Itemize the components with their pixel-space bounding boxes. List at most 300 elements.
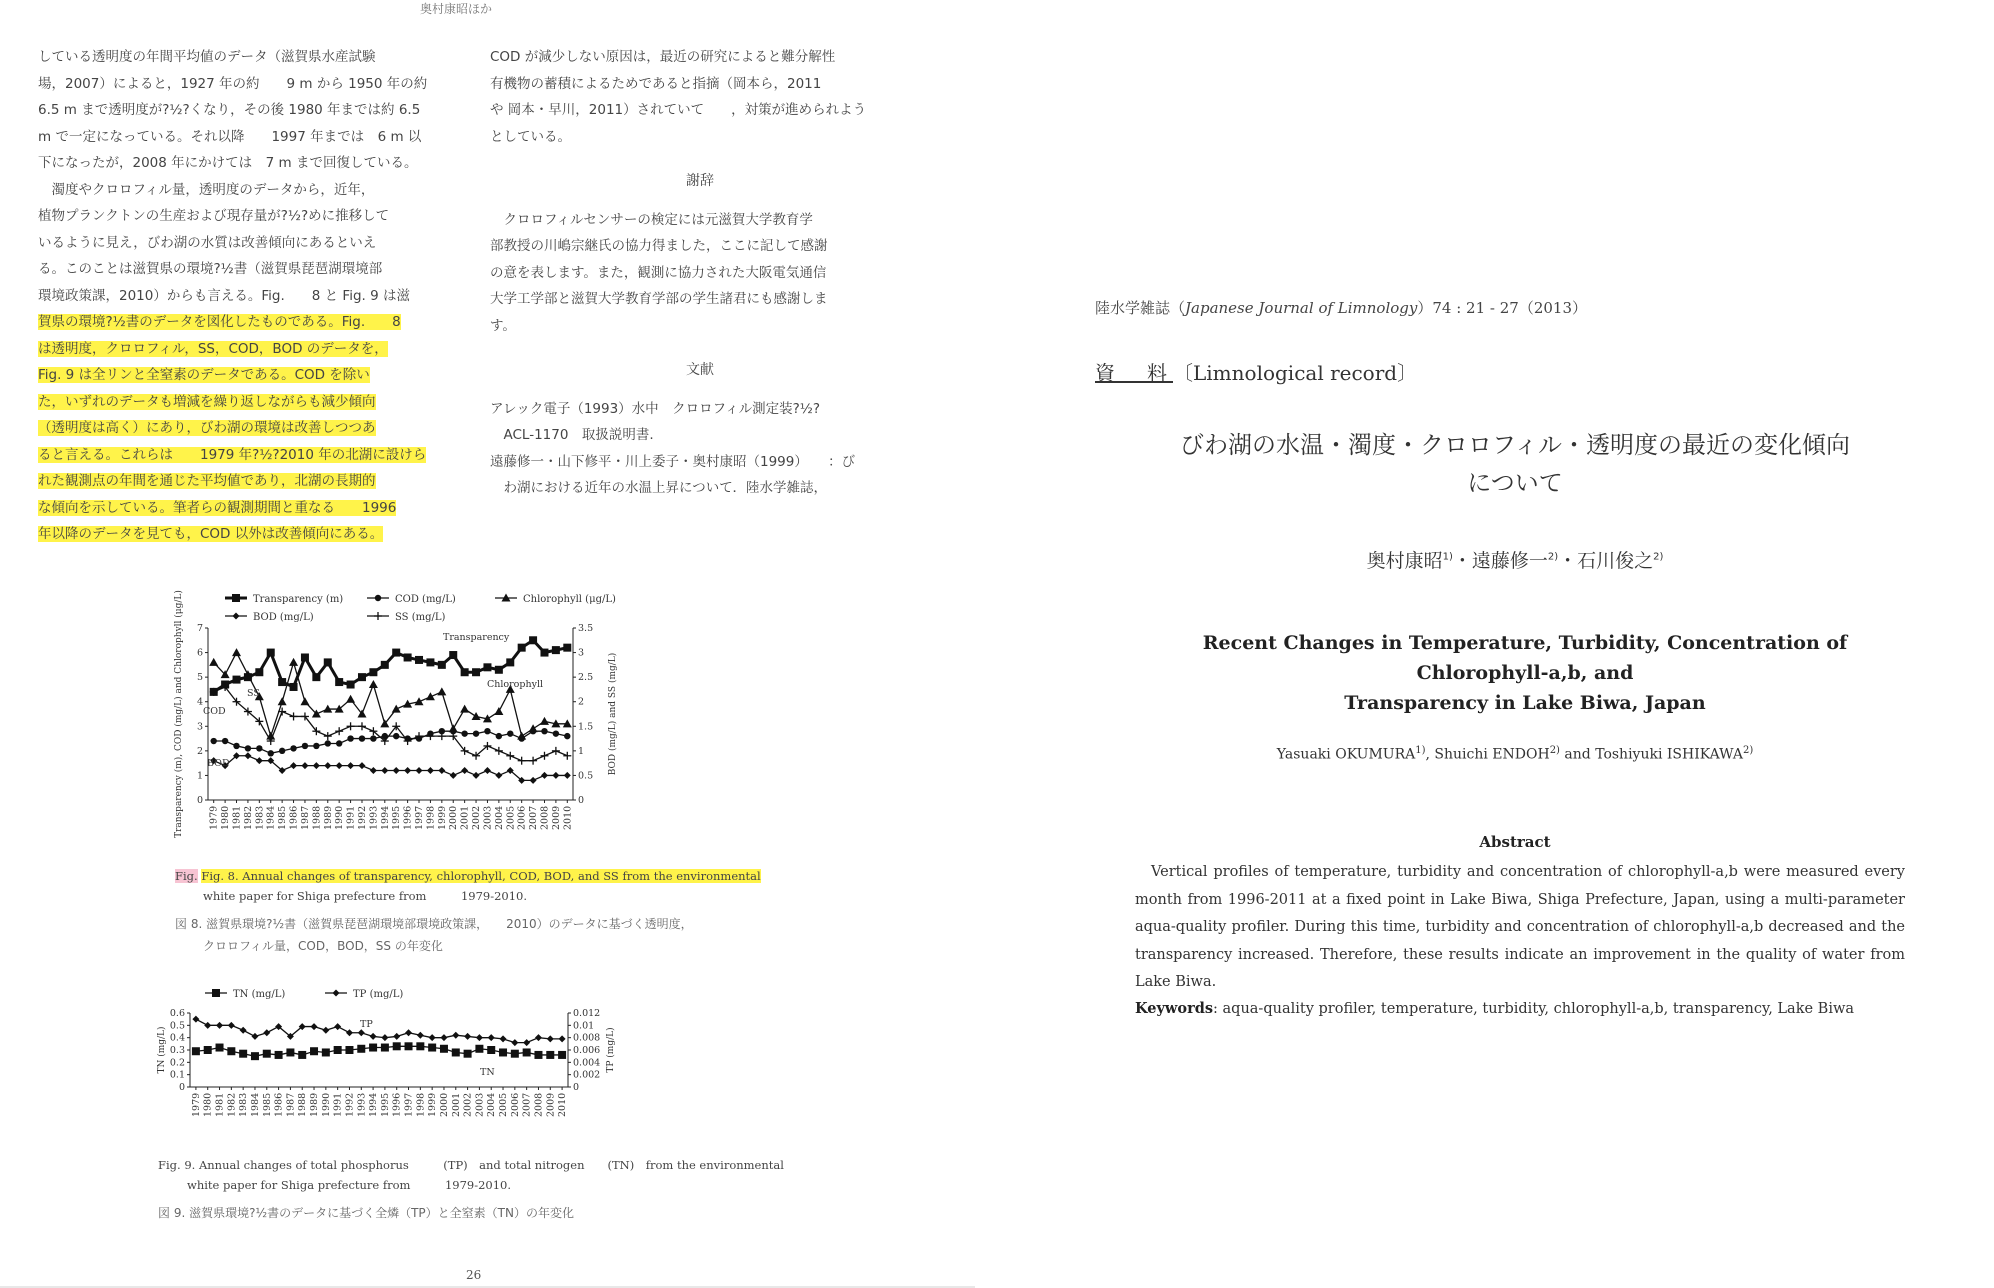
data-point: [472, 712, 481, 720]
text-line: 場，2007）によると，1927 年の約 9 m から 1950 年の約: [38, 75, 428, 92]
x-tick-label: 2007: [528, 805, 540, 830]
data-point: [449, 651, 457, 659]
text-line: いるように見え，びわ湖の水質は改善傾向にあるといえ: [38, 234, 377, 251]
data-point: [370, 767, 377, 774]
text-line: わ湖における近年の水温上昇について．陸水学雑誌，: [490, 480, 827, 496]
x-tick-label: 1994: [368, 1092, 380, 1117]
data-point: [393, 733, 399, 739]
data-point: [541, 728, 547, 734]
text-line: 6.5 m まで透明度が?½?くなり，その後 1980 年までは約 6.5: [38, 102, 421, 118]
text-line: 環境政策課，2010）からも言える。Fig. 8 と Fig. 9 は滋: [38, 287, 410, 304]
data-point: [359, 735, 365, 741]
x-tick-label: 1992: [356, 805, 368, 830]
x-tick-label: 1987: [285, 1092, 297, 1117]
text-line: は透明度，クロロフィル，SS，COD，BOD のデータを，: [38, 340, 388, 357]
data-point: [426, 658, 434, 666]
data-point: [530, 777, 537, 784]
y-tick-label: 0.2: [169, 1057, 185, 1069]
x-tick-label: 1985: [277, 805, 289, 830]
x-tick-label: 1999: [436, 805, 448, 830]
data-point: [279, 748, 285, 754]
data-point: [216, 1022, 223, 1029]
data-point: [251, 1052, 259, 1060]
text-line: している透明度の年間平均値のデータ（滋賀県水産試験: [38, 49, 376, 65]
x-tick-label: 1984: [265, 805, 277, 830]
data-point: [552, 646, 560, 654]
data-point: [511, 1039, 518, 1046]
y2-tick-label: 0.008: [573, 1032, 601, 1044]
y2-tick-label: 0.01: [573, 1020, 595, 1032]
text-line: 植物プランクトンの生産および現存量が?½?めに推移して: [38, 208, 390, 224]
data-point: [495, 772, 502, 779]
data-point: [523, 1039, 530, 1046]
data-point: [540, 649, 548, 657]
data-point: [255, 668, 263, 676]
y2-tick-label: 0.5: [578, 770, 594, 782]
x-tick-label: 1979: [190, 1092, 202, 1117]
data-point: [450, 772, 457, 779]
text-line: 遠藤修一・山下修平・川上委子・奥村康昭（1999） ：び: [490, 453, 856, 470]
figure-9-chart: [150, 985, 775, 1135]
data-point: [535, 1034, 542, 1041]
y2-tick-label: 2.5: [578, 672, 594, 684]
data-point: [417, 1032, 424, 1039]
x-tick-label: 1998: [425, 805, 437, 830]
data-point: [233, 676, 241, 684]
legend-marker: [233, 613, 240, 620]
data-point: [358, 762, 365, 769]
data-point: [286, 1048, 294, 1056]
data-point: [484, 728, 490, 734]
data-point: [324, 762, 331, 769]
y-tick-label: 0.1: [169, 1069, 185, 1081]
data-point: [460, 705, 469, 713]
data-point: [322, 1048, 330, 1056]
figure-9-caption-en-2: white paper for Shiga prefecture from 1979-2010.: [187, 1178, 512, 1192]
data-point: [370, 735, 376, 741]
data-point: [404, 767, 411, 774]
x-tick-label: 2001: [450, 1092, 462, 1117]
data-point: [438, 661, 446, 669]
data-point: [488, 1034, 495, 1041]
y-tick-label: 0: [196, 795, 203, 806]
x-tick-label: 2005: [505, 805, 517, 830]
legend-label: TP (mg/L): [353, 989, 404, 1000]
legend-marker: [212, 989, 220, 997]
x-tick-label: 2000: [448, 805, 460, 830]
x-tick-label: 2003: [474, 1092, 486, 1117]
data-point: [278, 678, 286, 686]
data-point: [552, 772, 559, 779]
data-point: [346, 1029, 353, 1036]
legend-label: Transparency (m): [253, 594, 344, 605]
x-tick-label: 2010: [557, 1092, 569, 1117]
x-tick-label: 1988: [297, 1092, 309, 1117]
legend-label: BOD (mg/L): [253, 612, 314, 623]
data-point: [232, 648, 241, 656]
data-point: [464, 1050, 472, 1058]
data-point: [405, 1042, 413, 1050]
data-point: [426, 692, 435, 700]
data-point: [416, 1042, 424, 1050]
data-point: [298, 1051, 306, 1059]
data-point: [256, 745, 262, 751]
x-tick-label: 1984: [249, 1092, 261, 1117]
x-tick-label: 2006: [509, 1092, 521, 1117]
data-point: [290, 745, 296, 751]
data-point: [228, 1022, 235, 1029]
data-point: [438, 767, 445, 774]
legend-label: TN (mg/L): [233, 989, 286, 1000]
text-line: な傾向を示している。筆者らの観測期間と重なる 1996: [38, 499, 397, 516]
data-point: [440, 1045, 448, 1053]
data-point: [517, 732, 526, 740]
text-line: す。: [490, 317, 516, 334]
x-tick-label: 1996: [402, 805, 414, 830]
body-column-left: [38, 44, 438, 548]
data-point: [289, 658, 298, 666]
data-point: [216, 1044, 224, 1052]
data-point: [546, 1051, 554, 1059]
figure-8-chart: [165, 590, 765, 860]
data-point: [204, 1046, 212, 1054]
data-point: [541, 772, 548, 779]
y2-tick-label: 0: [573, 1082, 580, 1093]
x-tick-label: 2006: [516, 805, 528, 830]
data-point: [473, 730, 479, 736]
x-tick-label: 1997: [414, 805, 426, 830]
data-point: [325, 740, 331, 746]
data-point: [233, 743, 239, 749]
references-list: [490, 396, 910, 502]
data-point: [209, 658, 218, 666]
data-point: [494, 707, 503, 715]
x-tick-label: 2004: [493, 805, 505, 830]
y-tick-label: 4: [196, 696, 203, 708]
text-line: ACL-1170 取扱説明書.: [490, 427, 654, 443]
series-label: COD: [203, 706, 226, 717]
y2-tick-label: 0: [578, 795, 585, 806]
data-point: [256, 757, 263, 764]
data-point: [405, 1029, 412, 1036]
figure-8-caption-jp-1: 図 8. 滋賀県環境?½書（滋賀県琵琶湖環境部環境政策課， 2010）のデータに基づく透明度，: [175, 917, 693, 931]
x-tick-label: 2009: [545, 1092, 557, 1117]
x-tick-label: 1998: [415, 1092, 427, 1117]
x-tick-label: 1983: [238, 1092, 250, 1117]
y2-tick-label: 2: [578, 696, 585, 708]
data-point: [559, 1035, 566, 1042]
legend-marker: [375, 595, 381, 601]
text-line: クロロフィルセンサーの検定には元滋賀大学教育学: [490, 211, 813, 228]
data-point: [558, 1051, 566, 1059]
text-line: た，いずれのデータも増減を繰り返しながらも減少傾向: [38, 393, 376, 410]
x-tick-label: 1991: [332, 1092, 344, 1117]
y-tick-label: 0.3: [169, 1045, 185, 1056]
data-point: [311, 1023, 318, 1030]
legend-label: SS (mg/L): [395, 612, 446, 623]
data-point: [346, 695, 355, 703]
x-tick-label: 1985: [261, 1092, 273, 1117]
data-point: [381, 1044, 389, 1052]
body-paragraph: [490, 44, 910, 150]
x-tick-label: 2002: [471, 805, 483, 830]
x-tick-label: 2004: [486, 1092, 498, 1117]
data-point: [392, 705, 401, 713]
data-point: [335, 678, 343, 686]
data-point: [278, 697, 287, 705]
x-tick-label: 1999: [427, 1092, 439, 1117]
journal-name: Japanese Journal of Limnology: [1185, 299, 1418, 317]
references-heading: 文献: [686, 362, 714, 378]
data-point: [472, 668, 480, 676]
y2-tick-label: 1: [578, 745, 585, 757]
data-point: [239, 1050, 247, 1058]
x-tick-label: 1980: [220, 805, 232, 830]
series-label: Transparency: [443, 632, 510, 643]
data-point: [345, 1046, 353, 1054]
data-point: [313, 743, 319, 749]
data-point: [263, 1029, 270, 1036]
figure-9-caption-jp: 図 9. 滋賀県環境?½書のデータに基づく全燐（TP）と全窒素（TN）の年変化: [158, 1206, 574, 1220]
text-line: 濁度やクロロフィル量，透明度のデータから，近年，: [38, 181, 375, 198]
data-point: [347, 681, 355, 689]
acknowledgment-heading: 謝辞: [686, 173, 714, 189]
y-tick-label: 0.6: [169, 1008, 185, 1019]
data-point: [263, 1050, 271, 1058]
legend-label: Chlorophyll (μg/L): [523, 594, 616, 605]
x-tick-label: 2002: [462, 1092, 474, 1117]
data-point: [416, 767, 423, 774]
data-point: [547, 1035, 554, 1042]
x-tick-label: 2005: [498, 1092, 510, 1117]
text-line: れた観測点の年間を通じた平均値であり，北湖の長期的: [38, 473, 376, 489]
y2-tick-label: 0.002: [573, 1069, 601, 1081]
series-label: TP: [360, 1019, 373, 1030]
figure-9-caption-en-1: Fig. 9. Annual changes of total phosphorus (TP) and total nitrogen (TN) from the environmental: [158, 1158, 784, 1172]
title-english: Recent Changes in Temperature, Turbidity, Concentration of Chlorophyll-a,b, and Transparency in Lake Biwa, Japan: [1202, 632, 1848, 714]
data-point: [487, 1046, 495, 1054]
data-point: [429, 1034, 436, 1041]
y-axis-title: TN (mg/L): [157, 1026, 167, 1074]
data-point: [496, 733, 502, 739]
data-point: [336, 762, 343, 769]
data-point: [415, 697, 424, 705]
text-line: 有機物の蓄積によるためであると指摘（岡本ら，2011: [490, 75, 822, 92]
data-point: [452, 1048, 460, 1056]
data-point: [268, 750, 274, 756]
data-point: [529, 636, 537, 644]
figure-9-svg: [150, 985, 775, 1135]
text-line: 大学工学部と滋賀大学教育学部の学生諸君にも感謝しま: [490, 291, 828, 307]
data-point: [484, 767, 491, 774]
journal-citation: 陸水学雑誌（Japanese Journal of Limnology）74 : 21 - 27（2013）: [1095, 299, 1588, 317]
data-point: [518, 644, 526, 652]
x-tick-label: 1980: [202, 1092, 214, 1117]
x-tick-label: 2000: [438, 1092, 450, 1117]
x-tick-label: 1990: [320, 1092, 332, 1117]
data-point: [211, 738, 217, 744]
data-point: [227, 1047, 235, 1055]
text-line: 年以降のデータを見ても，COD 以外は改善傾向にある。: [38, 526, 384, 542]
series-label: SS: [247, 688, 260, 699]
series-line: [196, 1046, 562, 1056]
x-tick-label: 1990: [334, 805, 346, 830]
data-point: [507, 730, 513, 736]
data-point: [358, 673, 366, 681]
section-label: 資 料〔Limnological record〕: [1095, 361, 1418, 385]
x-tick-label: 1983: [254, 805, 266, 830]
y-tick-label: 1: [196, 770, 203, 782]
running-head: 奥村康昭ほか: [420, 2, 493, 16]
y-axis-title: Transparency (m), COD (mg/L) and Chlorophyll (μg/L): [174, 590, 184, 838]
data-point: [240, 1027, 247, 1034]
text-line: 下になったが，2008 年にかけては 7 m まで回復している。: [38, 155, 418, 171]
data-point: [393, 767, 400, 774]
data-point: [381, 767, 388, 774]
y-tick-label: 6: [196, 647, 203, 659]
data-point: [563, 644, 571, 652]
data-point: [290, 762, 297, 769]
data-point: [564, 733, 570, 739]
text-line: アレック電子（1993）水中 クロロフィル測定装?½?: [490, 400, 821, 417]
text-line: COD が減少しない原因は，最近の研究によると難分解性: [490, 49, 836, 65]
right-page: [975, 0, 1994, 1288]
abstract-heading: Abstract: [1479, 833, 1551, 851]
data-point: [334, 1023, 341, 1030]
data-point: [475, 1045, 483, 1053]
abstract-text: Vertical profiles of temperature, turbidity and concentration of chlorophyll-a,b were measured every month from 1996-2011 at a fixed point in Lake Biwa, Shiga Prefecture, Japan, using a multi-parameter aqua-quality profiler. During this time, turbidity and concentration of chlorophyll-a,b decreased and the transparency increased. Therefore, these results indicate an improvement in the quality of water from Lake Biwa.: [1135, 864, 1905, 990]
data-point: [347, 735, 353, 741]
data-point: [564, 772, 571, 779]
x-tick-label: 1987: [299, 805, 311, 830]
x-tick-label: 2009: [550, 805, 562, 830]
data-point: [275, 1051, 283, 1059]
x-tick-label: 2008: [539, 805, 551, 830]
text-line: 賀県の環境?½書のデータを図化したものである。Fig. 8: [38, 314, 401, 330]
y2-tick-label: 1.5: [578, 721, 594, 733]
data-point: [301, 762, 308, 769]
data-point: [381, 661, 389, 669]
y2-axis-title: BOD (mg/L) and SS (mg/L): [608, 652, 618, 776]
data-point: [511, 1050, 519, 1058]
data-point: [300, 697, 309, 705]
data-point: [369, 1044, 377, 1052]
x-tick-label: 1982: [242, 805, 254, 830]
data-point: [334, 1046, 342, 1054]
figure-8-caption-en-1: Fig. Fig. 8. Annual changes of transparency, chlorophyll, COD, BOD, and SS from the environmental: [175, 869, 761, 883]
data-point: [499, 1048, 507, 1056]
y2-axis-title: TP (mg/L): [606, 1027, 616, 1073]
x-tick-label: 1997: [403, 1092, 415, 1117]
series-label: BOD: [207, 758, 230, 769]
data-point: [245, 745, 251, 751]
data-point: [440, 1034, 447, 1041]
text-line: る。このことは滋賀県の環境?½書（滋賀県琵琶湖環境部: [38, 261, 383, 277]
data-point: [483, 663, 491, 671]
x-tick-label: 1982: [226, 1092, 238, 1117]
data-point: [301, 653, 309, 661]
x-tick-label: 1989: [322, 805, 334, 830]
data-point: [404, 653, 412, 661]
data-point: [500, 1035, 507, 1042]
data-point: [461, 668, 469, 676]
text-line: （透明度は高く）にあり，びわ湖の環境は改善しつつあ: [38, 420, 376, 436]
body-column-right: [490, 44, 910, 502]
x-tick-label: 1995: [391, 805, 403, 830]
x-tick-label: 1995: [379, 1092, 391, 1117]
data-point: [370, 1033, 377, 1040]
data-point: [222, 738, 228, 744]
data-point: [192, 1047, 200, 1055]
data-point: [192, 1016, 199, 1023]
y2-tick-label: 3: [578, 647, 585, 659]
x-tick-label: 1988: [311, 805, 323, 830]
authors-english: Yasuaki OKUMURA$^{1)}$, Shuichi ENDOH$^{2)}$ and Toshiyuki ISHIKAWA$^{2)}$: [1276, 745, 1754, 763]
text-line: としている。: [490, 128, 571, 145]
title-japanese: びわ湖の水温・濁度・クロロフィル・透明度の最近の変化傾向 について: [1179, 431, 1851, 497]
legend-marker: [333, 990, 340, 997]
data-point: [347, 762, 354, 769]
data-point: [449, 724, 458, 732]
series-label: Chlorophyll: [487, 679, 544, 690]
x-tick-label: 1992: [344, 1092, 356, 1117]
text-line: の意を表します。また，観測に協力された大阪電気通信: [490, 264, 827, 281]
legend-marker: [232, 594, 240, 602]
data-point: [461, 767, 468, 774]
data-point: [393, 1033, 400, 1040]
data-point: [476, 1034, 483, 1041]
x-tick-label: 1993: [368, 805, 380, 830]
text-line: 部教授の川嶋宗継氏の協力得ました，ここに記して感謝: [490, 238, 828, 254]
data-point: [428, 1044, 436, 1052]
data-point: [302, 743, 308, 749]
x-tick-label: 1993: [356, 1092, 368, 1117]
data-point: [313, 762, 320, 769]
data-point: [312, 673, 320, 681]
text-line: や 岡本・早川，2011）されていて ，対策が進められよう: [490, 102, 867, 118]
series-label: TN: [480, 1067, 495, 1078]
x-tick-label: 2007: [521, 1092, 533, 1117]
data-point: [553, 730, 559, 736]
data-point: [290, 683, 298, 691]
y-tick-label: 2: [196, 745, 203, 757]
x-tick-label: 2001: [459, 805, 471, 830]
y2-tick-label: 3.5: [578, 623, 594, 634]
data-point: [534, 1051, 542, 1059]
data-point: [495, 666, 503, 674]
data-point: [506, 658, 514, 666]
x-tick-label: 2008: [533, 1092, 545, 1117]
figure-8-caption-jp-2: クロロフィル量，COD，BOD，SS の年変化: [203, 939, 443, 953]
y2-tick-label: 0.012: [573, 1008, 601, 1019]
x-tick-label: 1996: [391, 1092, 403, 1117]
x-tick-label: 1991: [345, 805, 357, 830]
data-point: [381, 1034, 388, 1041]
data-point: [251, 1033, 258, 1040]
x-tick-label: 1989: [309, 1092, 321, 1117]
y2-tick-label: 0.004: [573, 1057, 601, 1069]
y-tick-label: 5: [196, 672, 203, 684]
x-tick-label: 1979: [208, 805, 220, 830]
data-point: [358, 1029, 365, 1036]
data-point: [529, 724, 538, 732]
y-tick-label: 0.4: [169, 1032, 185, 1044]
authors-japanese: 奥村康昭$^{1)}$・遠藤修一$^{2)}$・石川俊之$^{2)}$: [1366, 550, 1664, 572]
y2-tick-label: 0.006: [573, 1045, 601, 1056]
y-tick-label: 7: [196, 623, 203, 634]
y-tick-label: 3: [196, 721, 203, 733]
series-line: [196, 1019, 562, 1042]
